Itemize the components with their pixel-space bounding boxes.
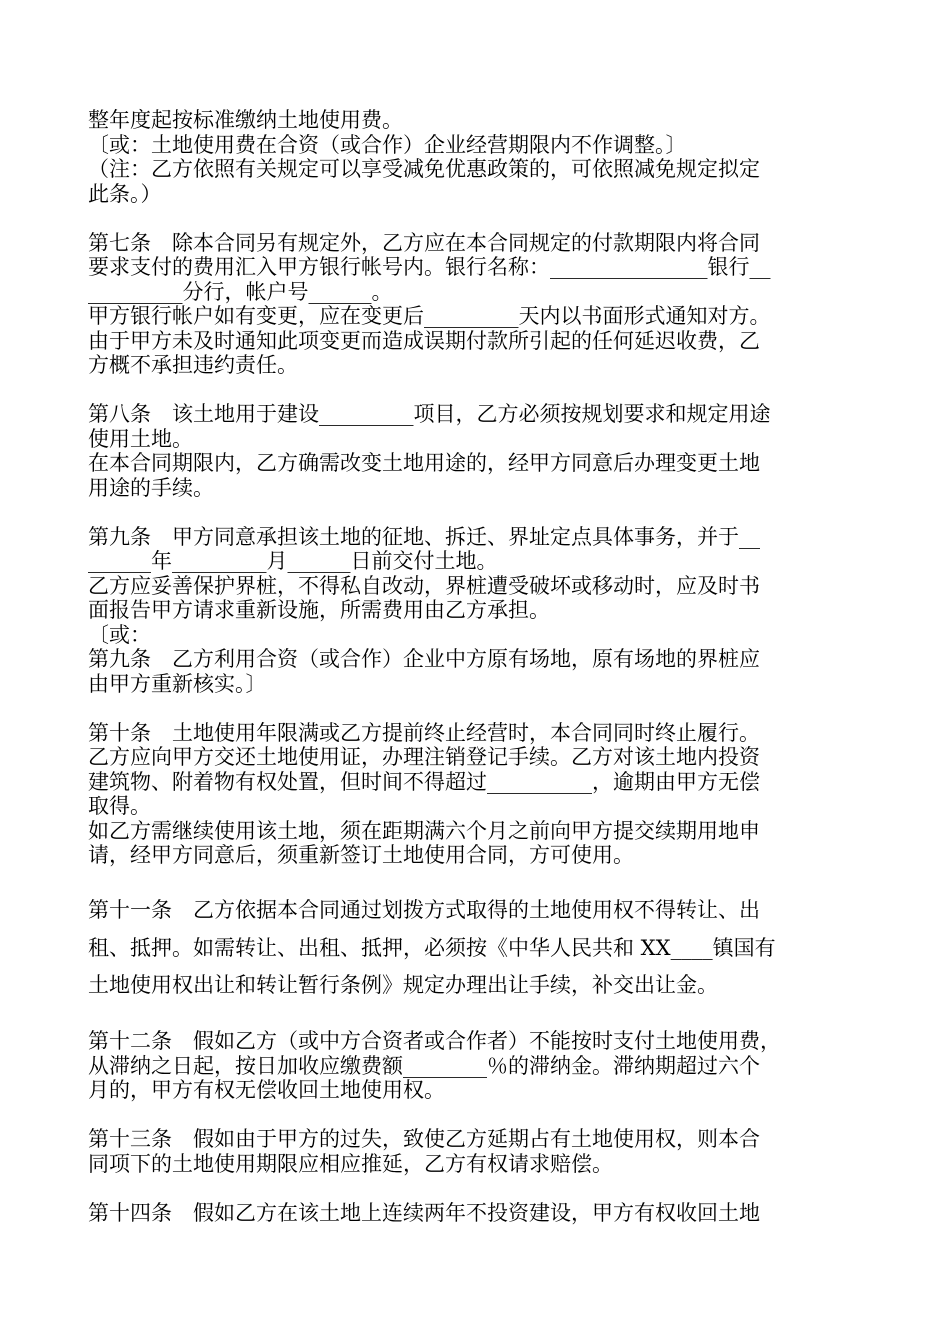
text-line: 第八条 该土地用于建设_________项目，乙方必须按规划要求和规定用途 xyxy=(88,402,771,426)
text-line: 由甲方重新核实。〕 xyxy=(88,671,267,696)
paragraph-gap xyxy=(88,1005,864,1030)
text-line: 第十四条 假如乙方在该土地上连续两年不投资建设，甲方有权收回土地 xyxy=(88,1200,760,1225)
article-10 xyxy=(88,721,864,868)
text-line: 〔或： xyxy=(88,622,151,647)
contract-page xyxy=(88,108,864,1225)
paragraph-gap xyxy=(88,696,864,721)
text-line: 第七条 除本合同另有规定外，乙方应在本合同规定的付款期限内将合同 xyxy=(88,230,760,255)
text-line: 第九条 甲方同意承担该土地的征地、拆迁、界址定点具体事务，并于__ xyxy=(88,524,760,549)
text-line: 请，经甲方同意后，须重新签订土地使用合同，方可使用。 xyxy=(88,843,634,867)
text-line: 同项下的土地使用期限应相应推延，乙方有权请求赔偿。 xyxy=(88,1151,613,1176)
paragraph-gap xyxy=(88,1176,864,1201)
text-line: 使用土地。 xyxy=(88,426,193,451)
text-line: 面报告甲方请求重新设施，所需费用由乙方承担。 xyxy=(88,598,550,622)
text-line: 建筑物、附着物有权处置，但时间不得超过__________，逾期由甲方无偿 xyxy=(88,769,760,794)
article-9 xyxy=(88,525,864,697)
text-line: 从滞纳之日起，按日加收应缴费额________％的滞纳金。滞纳期超过六个 xyxy=(88,1053,760,1078)
article-8 xyxy=(88,402,864,500)
text-line: 租、抵押。如需转让、出租、抵押，必须按《中华人民共和 XX____镇国有 xyxy=(88,935,776,960)
text-line: 月的，甲方有权无偿收回土地使用权。 xyxy=(88,1078,445,1102)
text-line: 第十条 土地使用年限满或乙方提前终止经营时，本合同同时终止履行。 xyxy=(88,720,760,745)
text-line: 如乙方需继续使用该土地，须在距期满六个月之前向甲方提交续期用地申 xyxy=(88,818,760,843)
text-line: 第十二条 假如乙方（或中方合资者或合作者）不能按时支付土地使用费， xyxy=(88,1029,781,1053)
paragraph-gap xyxy=(88,500,864,525)
text-line: 由于甲方未及时通知此项变更而造成误期付款所引起的任何延迟收费，乙 xyxy=(88,328,760,353)
paragraph-gap xyxy=(88,1103,864,1128)
text-line: 乙方应向甲方交还土地使用证，办理注销登记手续。乙方对该土地内投资 xyxy=(88,745,760,769)
text-line: 整年度起按标准缴纳土地使用费。 xyxy=(88,108,403,132)
text-line: 第十一条 乙方依据本合同通过划拨方式取得的土地使用权不得转让、出 xyxy=(88,898,760,922)
text-line: 此条。） xyxy=(88,181,162,206)
text-line: 在本合同期限内，乙方确需改变土地用途的，经甲方同意后办理变更土地 xyxy=(88,451,760,475)
article-7 xyxy=(88,231,864,378)
text-line: 第十三条 假如由于甲方的过失，致使乙方延期占有土地使用权，则本合 xyxy=(88,1127,760,1151)
text-line: _________分行，帐户号______。 xyxy=(88,279,393,304)
article-11 xyxy=(88,892,864,1005)
text-line: （注：乙方依照有关规定可以享受减免优惠政策的，可依照减免规定拟定 xyxy=(88,157,760,181)
block-fee-tail xyxy=(88,108,864,206)
text-line: 取得。 xyxy=(88,794,151,818)
paragraph-gap xyxy=(88,378,864,403)
text-line: 要求支付的费用汇入甲方银行帐号内。银行名称：_______________银行__ xyxy=(88,255,771,279)
text-line: 第九条 乙方利用合资（或合作）企业中方原有场地，原有场地的界桩应 xyxy=(88,647,760,671)
text-line: 用途的手续。 xyxy=(88,475,214,500)
text-line: 方概不承担违约责任。 xyxy=(88,353,298,377)
text-line: 甲方银行帐户如有变更，应在变更后_________天内以书面形式通知对方。 xyxy=(88,304,771,328)
paragraph-gap xyxy=(88,868,864,893)
text-line: ______年_________月______日前交付土地。 xyxy=(88,549,498,573)
article-14 xyxy=(88,1201,864,1226)
article-13 xyxy=(88,1127,864,1176)
text-line: 乙方应妥善保护界桩，不得私自改动，界桩遭受破坏或移动时，应及时书 xyxy=(88,573,760,598)
paragraph-gap xyxy=(88,206,864,231)
article-12 xyxy=(88,1029,864,1103)
text-line: 土地使用权出让和转让暂行条例》规定办理出让手续，补交出让金。 xyxy=(88,973,718,997)
text-line: 〔或：土地使用费在合资（或合作）企业经营期限内不作调整。〕 xyxy=(88,132,687,157)
